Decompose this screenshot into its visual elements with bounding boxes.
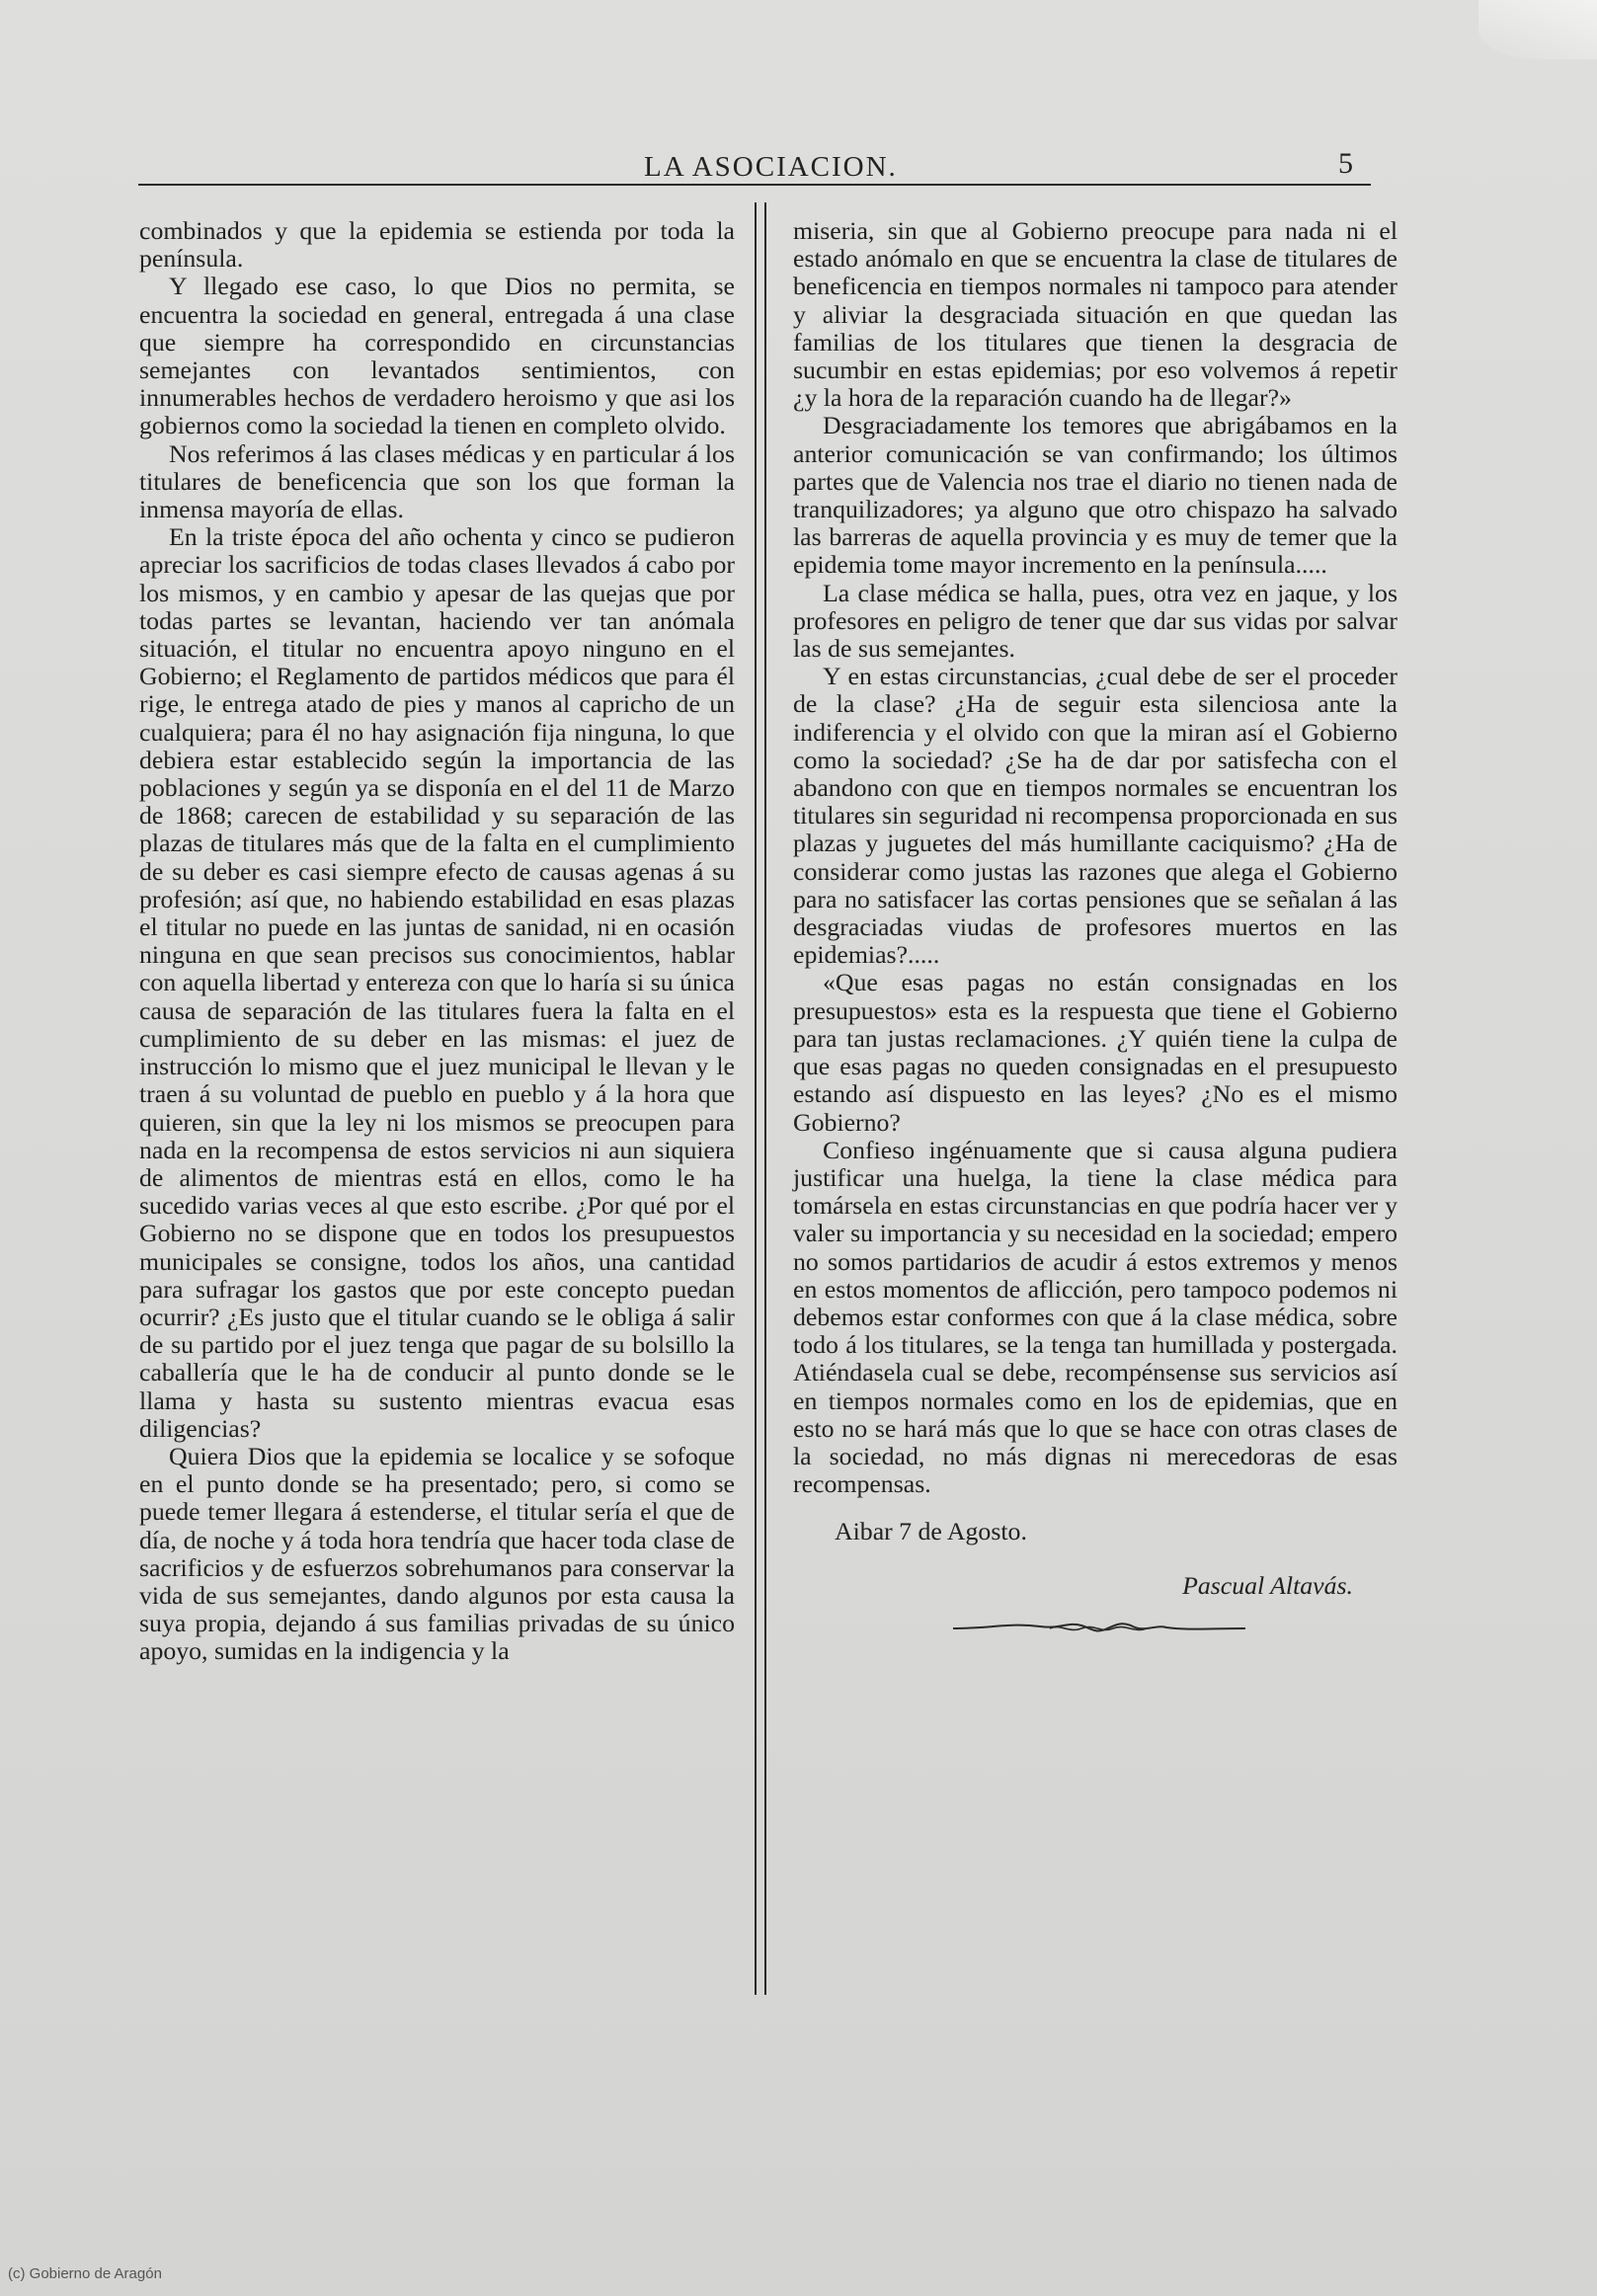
paragraph: miseria, sin que al Gobierno preocupe para nada ni el estado anómalo en que se encuentra la clase de titulares de beneficencia en tiempos normales ni tampoco para atender y aliviar la desgraciada situación en que quedan las familias de los titulares que tienen la desgracia de sucumbir en estas epidemias; por eso volvemos á repetir ¿y la hora de la reparación cuando ha de llegar?» bbox=[793, 216, 1397, 413]
header-rule bbox=[138, 184, 1371, 186]
paragraph: «Que esas pagas no están consignadas en los presupuestos» esta es la respuesta que tiene el Gobierno para tan justas reclamaciones. ¿Y quién tiene la culpa de que esas pagas no queden consignadas en el presupuesto estando así dispuesto en las leyes? ¿No es el mismo Gobierno? bbox=[793, 968, 1397, 1137]
paragraph: combinados y que la epidemia se estienda por toda la península. bbox=[139, 216, 735, 274]
paragraph: Desgraciadamente los temores que abrigábamos en la anterior comunicación se van confirmando; los últimos partes que de Valencia nos trae el diario no tienen nada de tranquilizadores; ya alguno que otro chispazo ha salvado las barreras de aquella provincia y es muy de temer que la epidemia tome mayor incremento en la península..... bbox=[793, 411, 1397, 580]
page-corner-fold bbox=[1478, 0, 1597, 59]
column-divider bbox=[755, 202, 766, 1995]
paragraph: Quiera Dios que la epidemia se localice y se sofoque en el punto donde se ha presentado; pero, si como se puede temer llegara á estenderse, el titular sería el que de día, de noche y á toda hora tendría que hacer toda clase de sacrificios y de esfuerzos sobrehumanos para conservar la vida de sus semejantes, dando algunos por esta causa la suya propia, dejando á sus familias privadas de su único apoyo, sumidas en la indigencia y la bbox=[139, 1441, 735, 1666]
paragraph: Confieso ingénuamente que si causa alguna pudiera justificar una huelga, la tiene la clase médica para tomársela en estas circunstancias en que podría hacer ver y valer su importancia y su necesidad en la sociedad; empero no somos partidarios de acudir á estos extremos y menos en estos momentos de aflicción, pero tampoco podemos ni debemos estar conformes con que á la clase médica, sobre todo á los titulares, se la tenga tan humillada y postergada. Atiéndasela cual se debe, recompénsense sus servicios así en tiempos normales como en los de epidemias, que en esto no se hará más que lo que se hace con otras clases de la sociedad, no más dignas ni merecedoras de esas recompensas. bbox=[793, 1135, 1397, 1499]
paragraph: La clase médica se halla, pues, otra vez en jaque, y los profesores en peligro de tener que dar sus vidas por salvar las de sus semejantes. bbox=[793, 578, 1397, 664]
left-column bbox=[139, 217, 735, 1666]
running-title: LA ASOCIACION. bbox=[644, 151, 898, 183]
paragraph: En la triste época del año ochenta y cinco se pudieron apreciar los sacrificios de todas clases llevados á cabo por los mismos, y en cambio y apesar de las quejas que por todas partes se levantan, haciendo ver tan anómala situación, el titular no encuentra apoyo ninguno en el Gobierno; el Reglamento de partidos médicos que para él rige, le entrega atado de pies y manos al capricho de un cualquiera; para él no hay asignación fija ninguna, lo que debiera estar establecido según la importancia de las poblaciones y según ya se disponía en el del 11 de Marzo de 1868; carecen de estabilidad y su separación de las plazas de titulares más que de la falta en el cumplimiento de su deber es casi siempre efecto de causas agenas á su profesión; así que, no habiendo estabilidad en esas plazas el titular no puede en las juntas de sanidad, ni en ocasión ninguna en que sean precisos sus conocimientos, hablar con aquella libertad y entereza con que lo haría si su única causa de separación de las titulares fuera la falta en el cumplimiento de su deber en las mismas: el juez de instrucción lo mismo que el juez municipal le llevan y le traen á su voluntad de pueblo en pueblo y á la hora que quieren, sin que la ley ni los mismos se preocupen para nada en la recompensa de estos servicios ni aun siquiera de alimentos de mientras está en ellos, como le ha sucedido varias veces al que esto escribe. ¿Por qué por el Gobierno no se dispone que en todos los presupuestos municipales se consigne, todos los años, una cantidad para sufragar los gastos que por este concepto puedan ocurrir? ¿Es justo que el titular cuando se le obliga á salir de su partido por el juez tenga que pagar de su bolsillo la caballería que le ha de conducir al punto donde se le llama y hasta su sustento mientras evacua esas diligencias? bbox=[139, 522, 735, 1443]
page-number: 5 bbox=[1338, 147, 1353, 180]
paragraph: Nos referimos á las clases médicas y en particular á los titulares de beneficencia que son los que forman la inmensa mayoría de ellas. bbox=[139, 438, 735, 524]
copyright-credit: (c) Gobierno de Aragón bbox=[8, 2265, 162, 2282]
page-header bbox=[138, 143, 1373, 183]
paragraph: Y llegado ese caso, lo que Dios no permita, se encuentra la sociedad en general, entregada á una clase que siempre ha correspondido en circunstancias semejantes con levantados sentimientos, con innumerables hechos de verdadero heroismo y que asi los gobiernos como la sociedad la tienen en completo olvido. bbox=[139, 272, 735, 440]
dateline: Aibar 7 de Agosto. bbox=[835, 1517, 1027, 1546]
paragraph: Y en estas circunstancias, ¿cual debe de ser el proceder de la clase? ¿Ha de seguir esta silenciosa ante la indiferencia y el olvido con que la miran así el Gobierno como la sociedad? ¿Se ha de dar por satisfecha con el abandono con que en tiempos normales se encuentran los titulares sin seguridad ni recompensa proporcionada en sus plazas y juguetes del más humillante caciquismo? ¿Ha de considerar como justas las razones que alega el Gobierno para no satisfacer las cortas pensiones que se señalan á las desgraciadas viudas de profesores muertos en las epidemias?..... bbox=[793, 662, 1397, 970]
ornament-divider bbox=[951, 1618, 1397, 1645]
right-column bbox=[793, 217, 1397, 1645]
signature: Pascual Altavás. bbox=[1182, 1570, 1353, 1600]
